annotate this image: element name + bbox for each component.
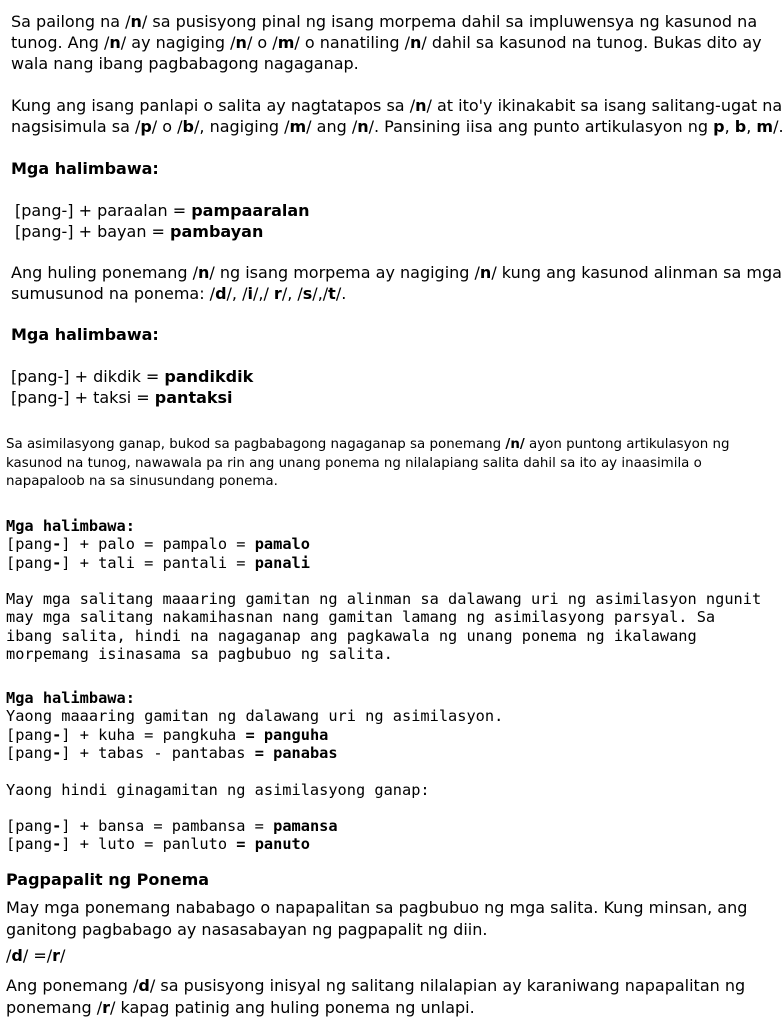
example-block	[6, 517, 766, 572]
text-line: ibang salita, hindi na nagaganap ang pagkawala ng unang ponema ng ikalawang	[6, 626, 697, 645]
example-list	[15, 200, 770, 242]
paragraph-both-types	[6, 590, 766, 664]
example-line: [pang-] + kuha = pangkuha = panguha	[6, 725, 329, 744]
text-line: Ang huling ponemang /n/ ng isang morpema ay nagiging /n/ kung ang kasunod alinman sa mga	[11, 263, 782, 282]
text-line: Yaong hindi ginagamitan ng asimilasyong ganap:	[6, 781, 430, 799]
heading-text: Mga halimbawa:	[11, 159, 159, 178]
example-line: [pang-] + bansa = pambansa = pamansa	[6, 817, 338, 835]
text-line: May mga salitang maaaring gamitan ng alinman sa dalawang uri ng asimilasyon ngunit	[6, 590, 762, 608]
example-line: [pang-] + tabas - pantabas = panabas	[6, 744, 338, 763]
text-line: kasunod na tunog, nawawala pa rin ang unang ponema ng nilalapiang salita dahil sa ito ay inaasimila o	[6, 455, 702, 471]
example-line: [pang-] + dikdik = pandikdik	[11, 367, 254, 386]
example-line: [pang-] + taksi = pantaksi	[11, 388, 233, 407]
example-list	[11, 366, 766, 408]
paragraph-nasal-rule	[11, 95, 784, 137]
heading-text: Mga halimbawa:	[6, 517, 135, 535]
text-line: tunog. Ang /n/ ay nagiging /n/ o /m/ o nanatiling /n/ dahil sa kasunod na tunog. Bukas dito ay	[11, 33, 762, 52]
text-line: napapaloob na sa sinusundang ponema.	[6, 474, 278, 489]
text-line: wala nang ibang pagbabagong nagaganap.	[11, 54, 359, 73]
example-line: [pang-] + bayan = pambayan	[15, 222, 264, 241]
example-list	[6, 817, 766, 854]
text-line: Kung ang isang panlapi o salita ay nagtatapos sa /n/ at ito'y ikinakabit sa isang salitang-ugat na	[11, 96, 783, 115]
paragraph-full-assimilation	[6, 436, 766, 492]
text-line: Ang ponemang /d/ sa pusisyong inisyal ng salitang nilalapian ay karaniwang napapalitan ng	[6, 976, 746, 995]
example-line: [pang-] + palo = pampalo = pamalo	[6, 535, 310, 554]
text-line: sumusunod na ponema: /d/, /i/,/ r/, /s/,/t/.	[11, 284, 347, 303]
text-line: morpemang isinasama sa pagbubuo ng salita.	[6, 645, 393, 664]
heading-text: Mga halimbawa:	[11, 325, 159, 344]
text-line: may mga salitang nakamihasnan nang gamitan lamang ng asimilasyong parsyal. Sa	[6, 608, 716, 627]
heading-examples	[11, 158, 766, 179]
example-line: [pang-] + tali = pantali = panali	[6, 553, 310, 572]
heading-examples	[11, 324, 766, 345]
example-line: [pang-] + luto = panluto = panuto	[6, 835, 310, 854]
text-line: May mga ponemang nababago o napapalitan sa pagbubuo ng mga salita. Kung minsan, ang	[6, 898, 748, 917]
paragraph-phoneme-change	[6, 897, 766, 940]
paragraph-final-phoneme	[11, 262, 782, 304]
paragraph-d-to-r	[6, 975, 766, 1018]
paragraph-nasal-intro	[11, 11, 766, 74]
text-line: nagsisimula sa /p/ o /b/, nagiging /m/ ang /n/. Pansining iisa ang punto artikulasyon ng p, b, m/.	[11, 117, 784, 136]
example-line: [pang-] + paraalan = pampaaralan	[15, 201, 310, 220]
text-line: Sa asimilasyong ganap, bukod sa pagbabagong nagaganap sa ponemang /n/ ayon puntong artikulasyon ng	[6, 437, 730, 452]
text-line: Yaong maaaring gamitan ng dalawang uri ng asimilasyon.	[6, 707, 504, 726]
rule-line	[6, 945, 766, 967]
example-block	[6, 689, 766, 763]
text-line: Sa pailong na /n/ sa pusisyong pinal ng isang morpema dahil sa impluwensya ng kasunod na	[11, 12, 758, 31]
heading-text: Mga halimbawa:	[6, 689, 135, 707]
text-line: /d/ =/r/	[6, 946, 66, 965]
heading-text: Pagpapalit ng Ponema	[6, 870, 210, 889]
note-line	[6, 781, 766, 799]
section-heading	[6, 869, 766, 891]
text-line: ganitong pagbabago ay nasasabayan ng pagpapalit ng diin.	[6, 919, 488, 939]
text-line: ponemang /r/ kapag patinig ang huling ponema ng unlapi.	[6, 997, 475, 1017]
